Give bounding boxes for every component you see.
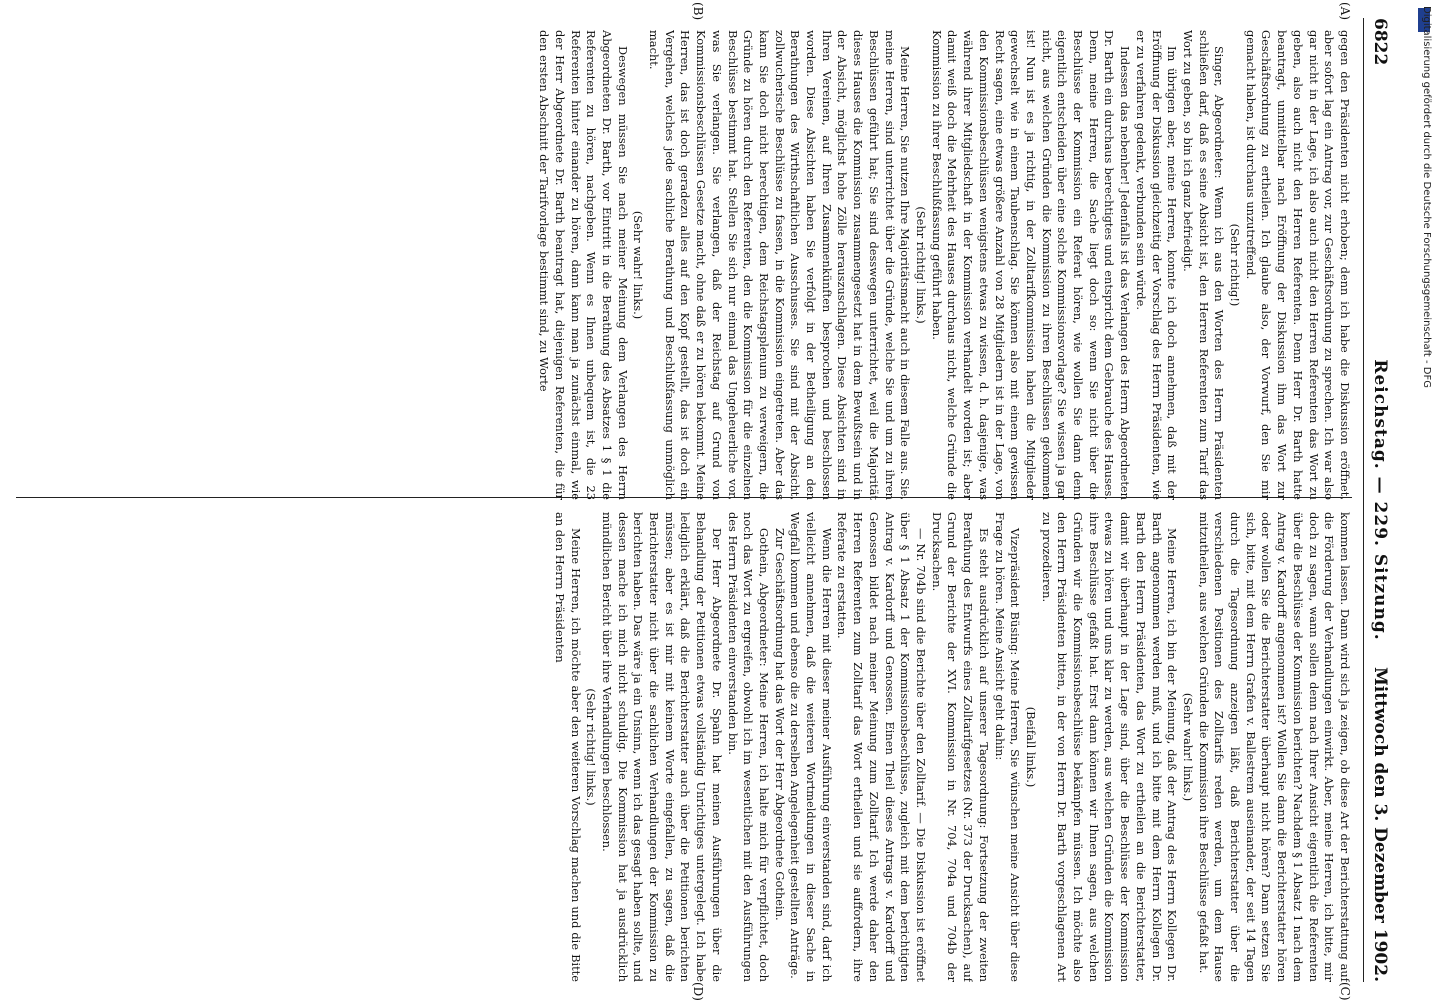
- paragraph: Indessen das nebenher! Jedenfalls ist das Verlangen des Herrn Abgeordneten Dr. Barth ein durchaus berechtigtes und entspricht dem Gebrauche des Hauses. Denn, meine Herren, die Sache liegt doch so: wenn Sie nicht über die Beschlüsse der Kommission ein Referat hören, wie wollen Sie dann denn eigentlich entscheiden über eine solche Kommissionsvorlage? Sie wissen ja gar nicht, aus welchen Gründen die Kommission zu ihren Beschlüssen gekommen ist! Nun ist es ja richtig, in der Zolltarifkommission haben die Mitglieder gewechselt wie in einem Taubenschlag. Sie können also mit einem gewissen Recht sagen, eine etwas größere Anzahl von 28 Mitgliedern ist in der Lage, von den Kommissionsbeschlüssen wenigstens etwas zu wissen, d. h. dasjenige, was während ihrer Mitgliedschaft in der Kommission verhandelt worden ist; aber damit weiß doch die Mehrheit des Hauses durchaus nicht, welche Gründe die Kommission zu ihrer Beschlußfassung geführt haben.: [929, 30, 1133, 500]
- digitization-credit: [1416, 6, 1432, 706]
- paragraph: Meine Herren, Sie nutzen Ihre Majoritätsmacht auch in diesem Falle aus. Sie, meine Herren, sind unterrichtet über die Gründe, welche Sie und um zu ihren Beschlüssen geführt hat; Sie sind desswegen unterrichtet, weil die Majorität dieses Hauses die Kommission zusammengesetzt hat in dem Bewußtsein und in der Absicht, möglichst hohe Zölle herauszuschlagen. Diese Absichten sind in Ihren Vereinen, auf Ihren Zusammenkünften besprochen und beschlossen worden. Diese Absichten haben Sie verfolgt in der Betheiligung an den Berathungen des Wirthschaftlichen Ausschusses. Sie sind mit der Absicht, zollwucherische Beschlüsse zu fassen, in die Kommission eingetreten. Aber das kann Sie doch nicht berechtigen, dem Reichstagsplenum zu verweigern, die Gründe zu hören durch den Referenten, den die Kommission für die einzelnen Beschlüsse bestimmt hat. Stellen Sie sich nur einmal das Ungeheuerliche vor, was Sie verlangen. Sie verlangen, daß der Reichstag auf Grund von Kommissionsbeschlüssen Gesetze macht, ohne daß er zu hören bekommt. Meine Herren, das ist doch geradezu alles auf den Kopf gestellt, das ist doch ein Vergehen, welches jede sachliche Berathung und Beschlußfassung unmöglich macht.: [647, 30, 913, 500]
- paragraph: Meine Herren, ich bin der Meinung, daß der Antrag des Herrn Kollegen Dr. Barth angenommen werden muß, und ich bitte mit dem Herrn Kollegen Dr. Barth den Herrn Präsidenten, das Wort zu ertheilen an die Berichterstatter, damit wir überhaupt in der Lage sind, über die Beschlüsse der Kommission etwas zu hören und uns klar zu werden, aus welchen Gründen die Kommission ihre Beschlüsse gefaßt hat. Erst dann können wir Ihnen sagen, aus welchen Gründen wir die Kommissionsbeschlüsse bekämpfen müssen. Ich möchte also den Herrn Präsidenten bitten, in der von Herrn Dr. Barth vorgeschlagenen Art zu prozedieren.: [1039, 512, 1180, 982]
- paragraph: Der Herr Abgeordnete Dr. Spahn hat meinen Ausführungen über die Behandlung der Petitionen etwas vollständig Unrichtiges untergelegt. Ich habe lediglich erklärt, daß die Berichterstatter auch über die Petitionen berichten müssen; aber es ist mir mit keinem Worte eingefallen, zu sagen, daß die Berichterstatter nicht über die sachlichen Verhandlungen der Kommission zu berichten haben. Das wäre ja ein Unsinn, wenn ich das gesagt haben sollte, und dessen mache ich mich nicht schuldig. Die Kommission hat ja ausdrücklich mündlichen Bericht über ihre Verhandlungen beschlossen.: [599, 512, 724, 982]
- page-title: Reichstag. — 229. Sitzung.: [1370, 359, 1390, 641]
- paragraph: Meine Herren, ich möchte aber den weiteren Vorschlag machen und die Bitte an den Herrn Präsidenten: [552, 512, 583, 982]
- paragraph: gegen den Präsidenten nicht erhoben; denn ich habe die Diskussion eröffnet, aber sofort lag ein Antrag vor, zur Geschäftsordnung zu sprechen. Ich war also gar nicht in der Lage, ich also auch nicht den Herren Referenten das Wort zu geben, also auch nicht den Herren Referenten. Denn Herr Dr. Barth hatte beantragt, unmittelbar nach Eröffnung der Diskussion ihm das Wort zur Geschäftsordnung zu ertheilen. Ich glaube also, der Vorwurf, den Sie mir gemacht haben, ist durchaus unzutreffend.: [1243, 30, 1352, 500]
- page-number: 6822: [1370, 18, 1390, 66]
- paragraph: Deswegen müssen Sie nach meiner Meinung dem Verlangen des Herrn Abgeordneten Dr. Barth, vor Eintritt in die Berathung des Absatzes 1 § 1 die Referenten zu hören, nachgeben. Wenn es Ihnen unbequem ist, die 23 Referenten hinter einander zu hören, dann kann man ja zunächst einmal, wie der Herr Abgeordnete Dr. Barth beantragt hat, diejenigen Referenten, die für den ersten Abschnitt der Tarifvorlage bestimmt sind, zu Worte: [537, 30, 630, 500]
- page-header: [1360, 18, 1396, 982]
- column-divider: [16, 497, 1352, 498]
- margin-mark-a: (A): [1338, 2, 1352, 21]
- interjection: (Sehr richtig!): [1228, 223, 1243, 307]
- paragraph: Gothein, Abgeordneter: Meine Herren, ich halte mich für verpflichtet, doch noch das Wort zu ergreifen, obwohl ich im wesentlichen mit den Ausführungen des Herrn Präsidenten einverstanden bin.: [725, 512, 771, 982]
- paragraph: Es steht ausdrücklich auf unserer Tagesordnung: Fortsetzung der zweiten Berathung des Entwurfs eines Zolltarifgesetzes (Nr. 373 der Drucksachen), auf Grund der Berichte der XVI. Kommission in Nr. 704, 704a und 704b der Drucksachen.: [929, 512, 991, 982]
- paragraph: Im übrigen aber, meine Herren, konnte ich doch annehmen, daß mit der Eröffnung der Diskussion gleichzeitig der Vorschlag des Herrn Präsidenten, wie er zu verfahren gedenkt, verbunden sein würde.: [1133, 30, 1180, 500]
- left-column: [16, 30, 1352, 500]
- paragraph: Vizepräsident Büsing: Meine Herren, Sie wünschen meine Ansicht über diese Frage zu hören. Meine Ansicht geht dahin:: [992, 512, 1023, 982]
- credit-text: Digitalisierung gefördert durch die Deutsche Forschungsgemeinschaft - DFG: [1421, 6, 1432, 389]
- interjection: (Sehr wahr! links.): [1180, 692, 1195, 802]
- interjection: (Sehr richtig! links.): [914, 206, 929, 324]
- right-column: [16, 512, 1352, 982]
- margin-mark-b: (B): [691, 2, 705, 21]
- header-rule: [1363, 18, 1364, 982]
- margin-mark-d: (D): [691, 982, 705, 1001]
- paragraph: — Nr. 704b sind die Berichte über den Zolltarif. — Die Diskussion ist eröffnet über § 1 Absatz 1 der Kommissionsbeschlüsse, zugleich mit dem berichtigten Antrag v. Kardorff und Genossen. Einen Theil dieses Antrags v. Kardorff und Genossen bildet nach meiner Meinung zum Zolltarif. Ich werde daher den Herren Referenten zum Zolltarif das Wort ertheilen und sie auffordern, ihre Referate zu erstatten.: [835, 512, 929, 982]
- interjection: (Sehr wahr! links.): [631, 210, 646, 320]
- session-date: Mittwoch den 3. Dezember 1902.: [1370, 666, 1390, 982]
- paragraph: Singer, Abgeordneter: Wenn ich aus den Worten des Herrn Präsidenten schließen darf, daß es seine Absicht ist, den Herren Referenten zum Tarif das Wort zu geben, so bin ich ganz befriedigt.: [1180, 30, 1227, 500]
- interjection: (Sehr richtig! links.): [584, 688, 599, 806]
- interjection: (Beifall links.): [1023, 706, 1038, 788]
- paragraph: Wenn die Herren mit dieser meiner Ausführung einverstanden sind, darf ich vielleicht annehmen, daß die weiteren Wortmeldungen in dieser Sache in Wegfall kommen und ebenso die zu derselben Angelegenheit gestellten Anträge.: [788, 512, 834, 982]
- paragraph: Zur Geschäftsordnung hat das Wort der Herr Abgeordnete Gothein.: [772, 528, 787, 921]
- paragraph: kommen lassen. Dann wird sich ja zeigen, ob diese Art der Berichterstattung auf die Förderung der Verhandlungen einwirkt. Aber, meine Herren, ich bitte, mir doch zu sagen, wann sollen denn nach Ihrer Ansicht eigentlich die Referenten über die Beschlüsse der Kommission berichten? Nachdem § 1 Absatz 1 nach dem Antrag v. Kardorff angenommen ist? Wollen Sie dann die Berichterstatter hören oder wollen Sie die Berichterstatter überhaupt nicht hören? Dann setzen Sie sich, bitte, mit dem Herrn Grafen v. Ballestrem auseinander, der seit 14 Tagen durch die Tagesordnung anzeigen läßt, daß Berichterstatter über die verschiedenen Positionen des Zolltarifs reden werden, um dem Hause mitzutheilen, aus welchen Gründen die Kommission ihre Beschlüsse gefaßt hat.: [1196, 512, 1352, 982]
- margin-mark-c: (C): [1338, 982, 1352, 1001]
